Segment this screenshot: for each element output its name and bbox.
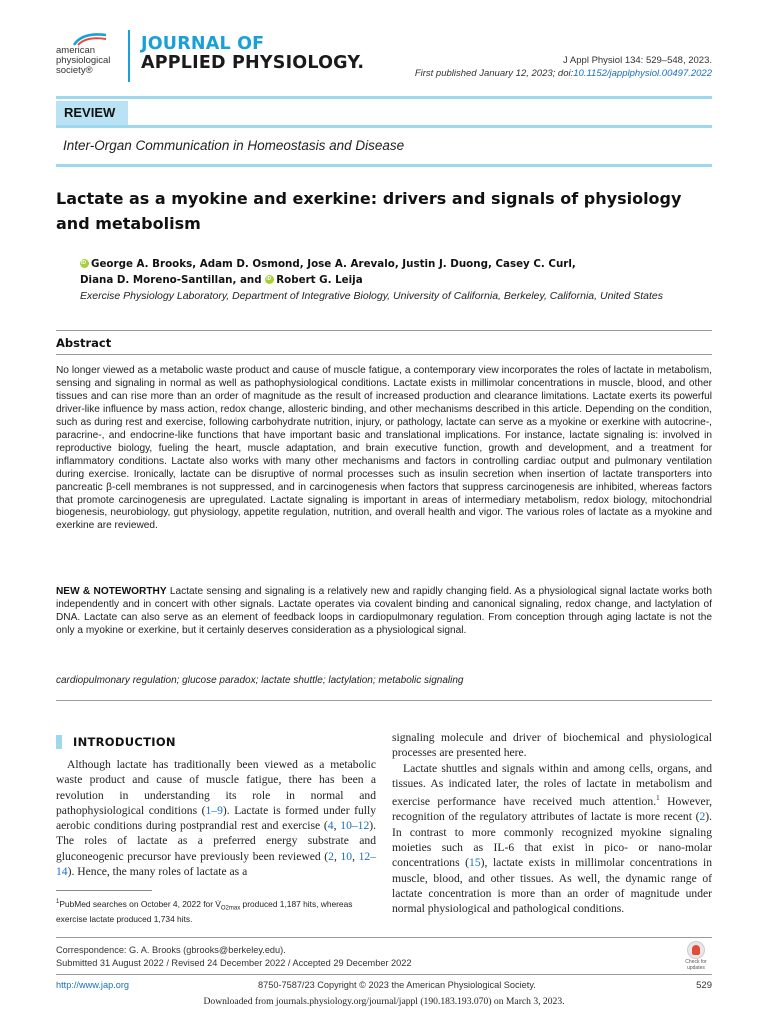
authors-part-1[interactable]: George A. Brooks, Adam D. Osmond, Jose A. Arevalo, Justin J. Duong, Casey C. Curl,	[91, 258, 576, 270]
intro-paragraph-1	[56, 757, 376, 879]
keywords: cardiopulmonary regulation; glucose paradox; lactate shuttle; lactylation; metabolic signaling	[56, 675, 464, 686]
text-run: However, recognition of the regulatory attributes of lactate is more recent (	[392, 795, 712, 824]
copyright: 8750-7587/23 Copyright © 2023 the American Physiological Society.	[258, 980, 536, 990]
abstract-heading-rule	[56, 354, 712, 355]
text-run: ,	[333, 849, 341, 863]
reference-link[interactable]: 10–12	[340, 819, 370, 833]
aps-logo	[56, 46, 120, 76]
footnote-rule	[56, 890, 152, 891]
correspondence-block	[56, 944, 411, 970]
body-left-column	[56, 757, 376, 879]
journal-url-link[interactable]: http://www.jap.org	[56, 980, 130, 990]
authors-part-3[interactable]: Robert G. Leija	[276, 274, 363, 286]
aps-logo-line-1: american	[56, 45, 96, 56]
series-bottom-rule	[56, 164, 712, 167]
authors-part-2[interactable]: Diana D. Moreno-Santillan, and	[80, 274, 262, 286]
aps-logo-line-3: society®	[56, 65, 93, 76]
check-updates-icon	[687, 941, 705, 959]
correspondence: Correspondence: G. A. Brooks (gbrooks@berkeley.edu).	[56, 945, 286, 955]
intro-paragraph-2	[392, 761, 712, 917]
reference-link[interactable]: 10	[340, 849, 353, 863]
text-run: ,	[333, 819, 341, 833]
text-run: Although lactate has traditionally been viewed as a metabolic waste product and cause of muscle fatigue, there has been a revolution in understanding its role in normal and pathophysiological conditions (	[56, 758, 376, 817]
reference-link[interactable]: 15	[469, 856, 481, 870]
text-run: ). In contrast to more commonly recognized myokine signaling moieties such as IL-6 that exist in pico- or nano-molar concentrations (	[392, 810, 712, 870]
text-run: ). Hence, the many roles of lactate as a	[67, 865, 248, 879]
article-title: Lactate as a myokine and exerkine: drivers and signals of physiology and metabolism	[56, 189, 682, 233]
new-noteworthy-text: Lactate sensing and signaling is a relatively new and rapidly changing field. As a physiological signal lactate works both independently and in concert with other signals. Lactate operates via covalent binding and canonical signaling, redox change, and lactylation of DNA. Lactate can also serve as an element of feedback loops in cardiopulmonary regulation. From conception through aging lactate is not the only a myokine or exerkine, but it certainly deserves consideration as a physiological signal.	[56, 586, 712, 636]
download-notice: Downloaded from journals.physiology.org/journal/jappl (190.183.193.070) on March 3, 2023.	[203, 996, 565, 1007]
article-type-label: REVIEW	[64, 105, 116, 120]
citation: J Appl Physiol 134: 529–548, 2023.	[563, 55, 712, 66]
new-noteworthy-label: NEW & NOTEWORTHY	[56, 586, 167, 597]
abstract-text: No longer viewed as a metabolic waste product and cause of muscle fatigue, a contemporary view incorporates the roles of lactate in metabolism, sensing and signaling in normal as well as pathophysiological conditions. Lactate exists in millimolar concentrations in muscle, blood, and other tissues and can rise more than an order of magnitude as the result of increased production and clearance limitations. Lactate exerts its powerful driver-like influence by mass action, redox change, allosteric binding, and other mechanisms described in this article. Depending on the condition, such as during rest and exercise, following carbohydrate nutrition, injury, or pathology, lactate can serve as a myokine or exerkine with autocrine-, paracrine-, and endocrine-like functions that have important basic and translational implications. For instance, lactate signaling is: involved in reproductive biology, fueling the heart, muscle adaptation, and brain executive function, growth and development, and a treatment for inflammatory conditions. Lactate also works with many other mechanisms and factors in controlling cardiac output and pulmonary ventilation during exercise. Ironically, lactate can be disruptive of normal processes such as insulin secretion when insertion of lactate transporters into pancreatic β-cell membranes is not suppressed, and in carcinogenesis when factors that suppress carcinogenesis are inhibited, whereas factors that promote carcinogenesis are upregulated. Lactate signaling is important in areas of intermediary metabolism, redox biology, mitochondrial biogenesis, neurobiology, gut physiology, appetite regulation, nutrition, and overall health and vigor. The various roles of lactate as a myokine and exerkine are reviewed.	[56, 365, 712, 532]
affiliation: Exercise Physiology Laboratory, Department of Integrative Biology, University of California, Berkeley, California, United States	[80, 290, 664, 302]
doi-link[interactable]: 10.1152/japplphysiol.00497.2022	[573, 68, 712, 79]
text-run: ,	[352, 849, 359, 863]
abstract-top-rule	[56, 330, 712, 331]
first-published-line	[415, 68, 712, 79]
orcid-icon[interactable]	[80, 259, 89, 268]
header-divider	[128, 30, 130, 82]
journal-name-line-2[interactable]: APPLIED PHYSIOLOGY.	[141, 53, 365, 73]
text-run: PubMed searches on October 4, 2022 for V̇	[59, 898, 221, 909]
first-published-label: First published January 12, 2023; doi:	[414, 68, 574, 79]
reference-link[interactable]: 2	[328, 849, 334, 863]
journal-name-line-1[interactable]: JOURNAL OF	[141, 34, 265, 54]
orcid-icon[interactable]	[265, 275, 274, 284]
series-top-rule	[56, 125, 712, 128]
section-marker	[56, 735, 62, 749]
page-number: 529	[696, 980, 712, 991]
reference-link[interactable]: 2	[699, 810, 706, 824]
check-updates-label: Check for updates	[685, 959, 707, 971]
aps-logo-mark-icon	[72, 32, 108, 46]
correspondence-rule	[56, 937, 712, 938]
reference-link[interactable]: 4	[327, 819, 334, 833]
vo2max-subscript: O2max	[220, 905, 241, 912]
intro-paragraph-1-continued: signaling molecule and driver of biochemical and physiological processes are presented here.	[392, 731, 712, 760]
series-title[interactable]: Inter-Organ Communication in Homeostasis and Disease	[63, 138, 405, 153]
footnote-marker[interactable]: 1	[656, 794, 660, 803]
text-run: ). The roles of lactate as a preferred energy substrate and gluconeogenic precursor have previously been reviewed (	[56, 819, 377, 863]
footnote	[56, 897, 378, 925]
submission-dates: Submitted 31 August 2022 / Revised 24 December 2022 / Accepted 29 December 2022	[56, 958, 412, 968]
text-run: ), lactate exists in millimolar concentrations in muscle, blood, and other tissues. As well, the dynamic range of lactate concentration is more than an order of magnitude under normal physiological and pathological conditions.	[392, 856, 712, 916]
author-list	[80, 256, 700, 288]
body-right-column	[392, 730, 712, 916]
new-noteworthy	[56, 586, 712, 638]
header-rule	[56, 96, 712, 99]
abstract-heading: Abstract	[56, 336, 112, 350]
footer-rule	[56, 974, 712, 975]
text-run: Lactate shuttles and signals within and among cells, organs, and tissues. As indicated later, the roles of lactate in metabolism and exercise performance have received much attention.	[392, 761, 712, 809]
footnote-number: 1	[56, 899, 60, 905]
check-for-updates-badge[interactable]	[678, 941, 714, 971]
introduction-heading: INTRODUCTION	[73, 735, 176, 749]
reference-link[interactable]: 12–14	[56, 849, 377, 879]
text-run: ). Lactate is formed under fully aerobic conditions during postprandial rest and exercise (	[56, 803, 376, 833]
aps-logo-line-2: physiological	[56, 55, 111, 66]
reference-link[interactable]: 1–9	[205, 803, 223, 817]
text-run: produced 1,187 hits, whereas exercise lactate produced 1,734 hits.	[56, 898, 353, 925]
abstract-bottom-rule	[56, 700, 712, 701]
